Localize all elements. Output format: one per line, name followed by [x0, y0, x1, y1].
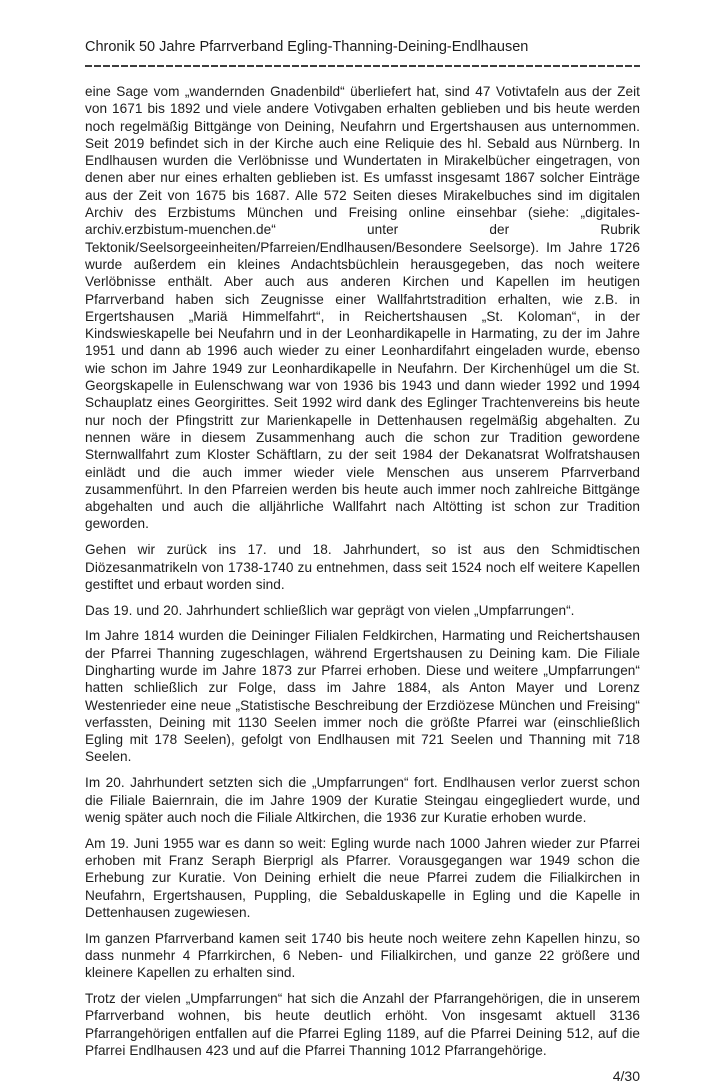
- paragraph-6: Am 19. Juni 1955 war es dann so weit: Egling wurde nach 1000 Jahren wieder zur Pfarrei erhoben mit Franz Seraph Bierprigl als Pfarrer. Vorausgegangen war 1949 schon die Erhebung zur Kuratie. Von Deining erhielt die neue Pfarrei zudem die Filialkirchen in Neufahrn, Ergertshausen, Puppling, die Sebalduskapelle in Egling und die Kapelle in Dettenhausen zugewiesen.: [85, 835, 640, 920]
- paragraph-1: eine Sage vom „wandernden Gnadenbild“ überliefert hat, sind 47 Votivtafeln aus der Zeit von 1671 bis 1892 und viele andere Votivgaben erhalten geblieben und bis heute werden noch regelmäßig Bittgänge von Deining, Neufahrn und Ergertshausen aus unternommen. Seit 2019 befindet sich in der Kirche auch eine Reliquie des hl. Sebald aus Nürnberg. In Endlhausen wurden die Verlöbnisse und Wundertaten in Mirakelbücher eingetragen, von denen aber nur eines erhalten geblieben ist. Es umfasst insgesamt 1867 solcher Einträge aus der Zeit von 1675 bis 1687. Alle 572 Seiten dieses Mirakelbuches sind im digitalen Archiv des Erzbistums München und Freising online einsehbar (siehe: „digitales-archiv.erzbistum-muenchen.de“ unter der Rubrik Tektonik/Seelsorgeeinheiten/Pfarreien/Endlhausen/Besondere Seelsorge). Im Jahre 1726 wurde außerdem ein kleines Andachtsbüchlein herausgegeben, das noch weitere Verlöbnisse enthält. Aber auch aus anderen Kirchen und Kapellen im heutigen Pfarrverband haben sich Zeugnisse einer Wallfahrtstradition erhalten, wie z.B. in Ergertshausen „Mariä Himmelfahrt“, in Reichertshausen „St. Koloman“, in der Kindswieskapelle bei Neufahrn und in der Leonhardikapelle in Harmating, zu der im Jahre 1951 und dann ab 1996 auch wieder zu einer Leonhardifahrt eingeladen wurde, ebenso wie schon im Jahre 1949 zur Leonhardikapelle in Neufahrn. Der Kirchenhügel um die St. Georgskapelle in Eulenschwang war von 1936 bis 1943 und dann wieder 1992 und 1994 Schauplatz eines Georgirittes. Seit 1992 wird dank des Eglinger Trachtenvereins bis heute nur noch der Pfingstritt zur Marienkapelle in Dettenhausen regelmäßig abgehalten. Zu nennen wäre in diesem Zusammenhang auch die schon zur Tradition gewordene Sternwallfahrt zum Kloster Schäftlarn, zu der seit 1984 der Dekanatsrat Wolfratshausen einlädt und die auch immer wieder viele Menschen aus unserem Pfarrverband zusammenführt. In den Pfarreien werden bis heute auch immer noch zahlreiche Bittgänge abgehalten und auch die alljährliche Wallfahrt nach Altötting ist schon zur Tradition geworden.: [85, 84, 640, 532]
- paragraph-3: Das 19. und 20. Jahrhundert schließlich war geprägt von vielen „Umpfarrungen“.: [85, 602, 575, 618]
- page-number: 4/30: [612, 1067, 640, 1084]
- header-divider: [85, 65, 640, 67]
- paragraph-5: Im 20. Jahrhundert setzten sich die „Umpfarrungen“ fort. Endlhausen verlor zuerst schon die Filiale Baiernrain, die im Jahre 1909 der Kuratie Steingau eingegliedert wurde, und wenig später auch noch die Filiale Altkirchen, die 1936 zur Kuratie erhoben wurde.: [85, 775, 640, 825]
- document-title: Chronik 50 Jahre Pfarrverband Egling-Thanning-Deining-Endlhausen: [85, 39, 529, 55]
- paragraph-2: Gehen wir zurück ins 17. und 18. Jahrhundert, so ist aus den Schmidtischen Diözesanmatrikeln von 1738-1740 zu entnehmen, dass seit 1524 noch elf weitere Kapellen gestiftet und erbaut worden sind.: [85, 542, 640, 592]
- paragraph-8: Trotz der vielen „Umpfarrungen“ hat sich die Anzahl der Pfarrangehörigen, die in unserem Pfarrverband wohnen, bis heute deutlich erhöht. Von insgesamt aktuell 3136 Pfarrangehörigen entfallen auf die Pfarrei Egling 1189, auf die Pfarrei Deining 512, auf die Pfarrei Endlhausen 423 und auf die Pfarrei Thanning 1012 Pfarrangehörige.: [85, 991, 640, 1058]
- document-header: [85, 38, 640, 67]
- document-body: [85, 83, 640, 1059]
- paragraph-7: Im ganzen Pfarrverband kamen seit 1740 bis heute noch weitere zehn Kapellen hinzu, so dass nunmehr 4 Pfarrkirchen, 6 Neben- und Filialkirchen, und ganze 22 größere und kleinere Kapellen zu erhalten sind.: [85, 930, 640, 981]
- paragraph-4: Im Jahre 1814 wurden die Deininger Filialen Feldkirchen, Harmating und Reichertshausen der Pfarrei Thanning zugeschlagen, während Ergertshausen zu Deining kam. Die Filiale Dingharting wurde im Jahre 1873 zur Pfarrei erhoben. Diese und weitere „Umpfarrungen“ hatten schließlich zur Folge, dass im Jahre 1884, als Anton Mayer und Lorenz Westenrieder eine neue „Statistische Beschreibung der Erzdiözese München und Freising“ verfassten, Deining mit 1130 Seelen immer noch die größte Pfarrei war (einschließlich Egling mit 178 Seelen), gefolgt von Endlhausen mit 721 Seelen und Thanning mit 718 Seelen.: [85, 628, 640, 765]
